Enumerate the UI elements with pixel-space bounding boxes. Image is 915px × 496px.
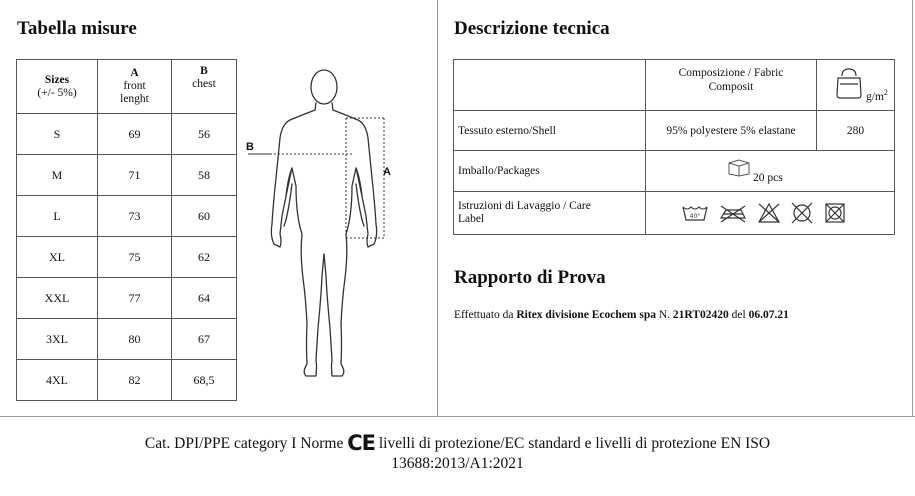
a-header: A front lenght — [98, 60, 172, 114]
shell-weight: 280 — [817, 111, 895, 151]
a-cell: 73 — [98, 196, 172, 237]
table-row — [17, 114, 237, 155]
report-number: 21RT02420 — [672, 309, 729, 321]
a-cell: 80 — [98, 319, 172, 360]
box-icon — [727, 157, 751, 177]
table-row — [17, 237, 237, 278]
composition-header: Composizione / Fabric Composit — [646, 60, 817, 111]
right-border — [912, 0, 913, 416]
care-row — [454, 192, 895, 235]
size-table — [16, 59, 237, 401]
tech-header-row — [454, 60, 895, 111]
body-measurement-figure — [244, 66, 404, 386]
a-cell: 82 — [98, 360, 172, 401]
size-cell: 3XL — [17, 319, 98, 360]
size-cell: 4XL — [17, 360, 98, 401]
size-table-header — [17, 60, 237, 114]
weight-icon — [834, 66, 864, 100]
care-label: Istruzioni di Lavaggio / Care Label — [454, 192, 646, 235]
footer-divider — [0, 416, 915, 417]
b-cell: 60 — [172, 196, 237, 237]
footer-standards: Cat. DPI/PPE category I Norme CE livelli di protezione/EC standard e livelli di protezione EN ISO 13688:2013/A1:2021 — [144, 431, 771, 472]
report-title: Rapporto di Prova — [454, 267, 606, 288]
chest-label-b: B — [246, 141, 254, 153]
length-label-a: A — [383, 166, 391, 178]
table-row — [17, 319, 237, 360]
size-cell: XL — [17, 237, 98, 278]
table-row — [17, 278, 237, 319]
size-cell: M — [17, 155, 98, 196]
svg-text:40°: 40° — [689, 213, 701, 220]
report-text: Effettuato da Ritex divisione Ecochem spa N. 21RT02420 del 06.07.21 — [454, 309, 789, 321]
b-cell: 62 — [172, 237, 237, 278]
a-cell: 75 — [98, 237, 172, 278]
table-row — [17, 196, 237, 237]
a-cell: 77 — [98, 278, 172, 319]
care-icons — [646, 192, 895, 235]
size-cell: S — [17, 114, 98, 155]
shell-composition: 95% polyestere 5% elastane — [646, 111, 817, 151]
body-silhouette — [271, 70, 376, 376]
wash-40-icon — [681, 203, 709, 223]
table-row — [17, 155, 237, 196]
tech-description-title: Descrizione tecnica — [454, 18, 610, 39]
shell-label: Tessuto esterno/Shell — [454, 111, 646, 151]
sizes-header: Sizes (+/- 5%) — [17, 60, 98, 114]
tumble-dry-crossed-icon — [823, 202, 847, 224]
packages-cell — [646, 151, 895, 192]
b-cell: 58 — [172, 155, 237, 196]
iron-crossed-icon — [718, 203, 748, 223]
report-lab: Ritex divisione Ecochem spa — [516, 309, 656, 321]
size-cell: L — [17, 196, 98, 237]
weight-unit: $g/m^2$ — [866, 88, 888, 103]
shell-row — [454, 111, 895, 151]
a-cell: 71 — [98, 155, 172, 196]
packages-label: Imballo/Packages — [454, 151, 646, 192]
weight-header — [817, 60, 895, 111]
ce-mark-icon: CE — [347, 431, 375, 455]
tech-header-empty — [454, 60, 646, 111]
dryclean-crossed-icon — [790, 202, 814, 224]
size-cell: XXL — [17, 278, 98, 319]
size-table-title: Tabella misure — [17, 18, 137, 39]
packages-value: 20 pcs — [753, 172, 783, 184]
a-cell: 69 — [98, 114, 172, 155]
b-header: B chest — [172, 60, 237, 114]
table-row — [17, 360, 237, 401]
column-divider — [437, 0, 438, 416]
b-cell: 56 — [172, 114, 237, 155]
report-date: 06.07.21 — [748, 309, 789, 321]
b-cell: 68,5 — [172, 360, 237, 401]
b-cell: 67 — [172, 319, 237, 360]
packages-row — [454, 151, 895, 192]
b-cell: 64 — [172, 278, 237, 319]
bleach-crossed-icon — [757, 202, 781, 224]
tech-table — [453, 59, 895, 235]
